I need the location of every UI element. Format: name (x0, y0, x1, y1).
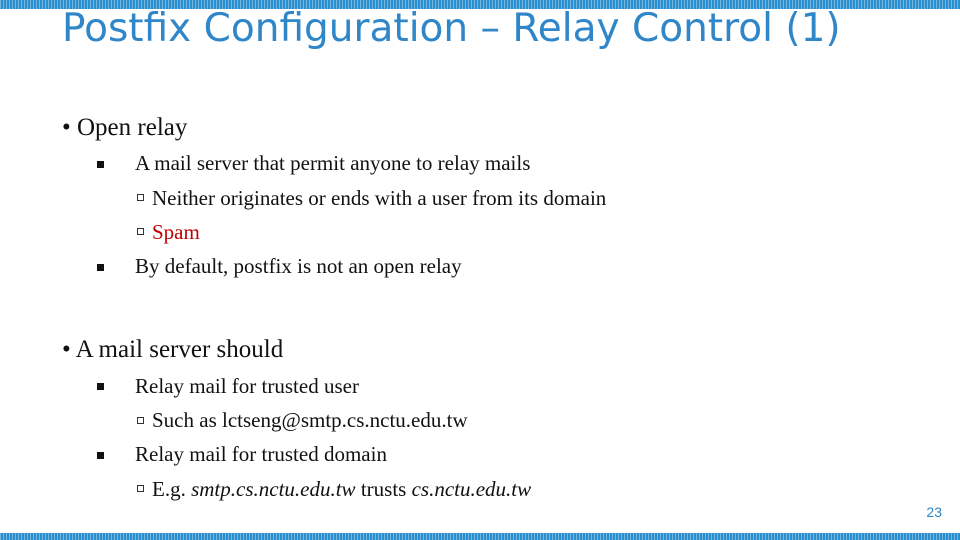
bullet-mail-server-should: • A mail server should (62, 336, 284, 363)
list-item-trusted-domain: Relay mail for trusted domain (135, 442, 387, 466)
bottom-decorative-stripe (0, 533, 960, 540)
example-domain: cs.nctu.edu.tw (411, 477, 532, 501)
hollow-square-bullet (137, 228, 144, 235)
page-number: 23 (926, 504, 942, 520)
square-bullet (97, 264, 104, 271)
sub-item-spam: Spam (152, 220, 200, 244)
slide-title: Postfix Configuration – Relay Control (1) (62, 6, 841, 51)
example-middle: trusts (355, 477, 412, 501)
list-item-postfix-default: By default, postfix is not an open relay (135, 254, 462, 278)
sub-item-neither-originates: Neither originates or ends with a user from its domain (152, 186, 607, 210)
example-host: smtp.cs.nctu.edu.tw (191, 477, 356, 501)
list-item-open-relay-definition: A mail server that permit anyone to relay mails (135, 151, 531, 175)
hollow-square-bullet (137, 194, 144, 201)
bullet-open-relay: • Open relay (62, 114, 188, 141)
list-item-trusted-user: Relay mail for trusted user (135, 374, 359, 398)
sub-item-trusted-user-example: Such as lctseng@smtp.cs.nctu.edu.tw (152, 408, 468, 432)
square-bullet (97, 161, 104, 168)
square-bullet (97, 452, 104, 459)
square-bullet (97, 383, 104, 390)
hollow-square-bullet (137, 417, 144, 424)
sub-item-trusted-domain-example (152, 476, 531, 502)
hollow-square-bullet (137, 485, 144, 492)
example-prefix: E.g. (152, 477, 192, 501)
